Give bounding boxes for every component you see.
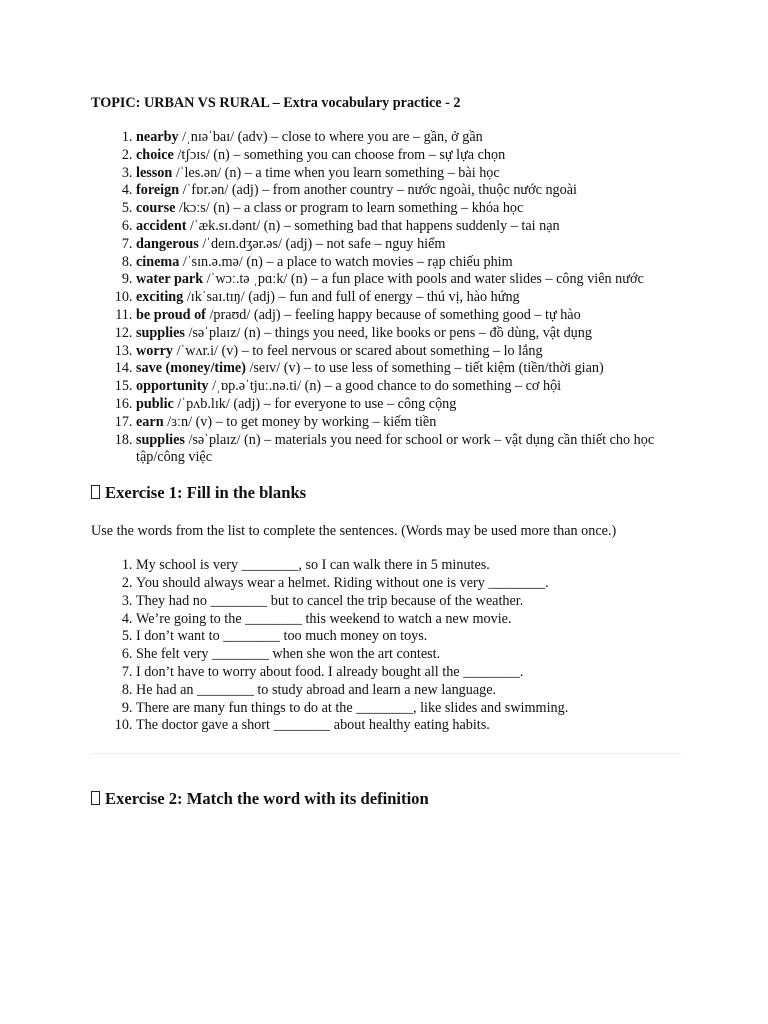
- vocab-item: [136, 147, 681, 165]
- exercise-1-sentence: 5. I don’t want to ________ too much money on toys.: [136, 628, 681, 646]
- vocab-definition: /ˈsɪn.ə.mə/ (n) – a place to watch movies – rạp chiếu phim: [179, 253, 513, 270]
- vocab-definition: /ɪkˈsaɪ.tɪŋ/ (adj) – fun and full of energy – thú vị, hào hứng: [183, 289, 520, 306]
- vocab-item: [136, 307, 681, 325]
- vocab-definition: /kɔːs/ (n) – a class or program to learn something – khóa học: [175, 200, 524, 217]
- missing-glyph-icon: [91, 791, 100, 805]
- exercise-1-title: Exercise 1: Fill in the blanks: [105, 483, 307, 503]
- vocab-definition: /ɜːn/ (v) – to get money by working – kiếm tiền: [163, 413, 437, 430]
- vocab-word: nearby: [136, 129, 179, 145]
- vocab-item: [136, 129, 681, 147]
- exercise-1-sentence: 1. My school is very ________, so I can walk there in 5 minutes.: [136, 557, 681, 575]
- vocab-item: [136, 289, 681, 307]
- vocab-definition: /ˈfɒr.ən/ (adj) – from another country – nước ngoài, thuộc nước ngoài: [179, 182, 577, 199]
- vocab-definition: /ˈwɔː.tə ˌpɑːk/ (n) – a fun place with pools and water slides – công viên nước: [203, 271, 644, 288]
- vocab-item: [136, 343, 681, 361]
- vocab-item: [136, 271, 681, 289]
- exercise-1-sentence: 2. You should always wear a helmet. Riding without one is very ________.: [136, 575, 681, 593]
- vocab-word: be proud of: [136, 306, 206, 323]
- exercise-1-sentence: 10. The doctor gave a short ________ about healthy eating habits.: [136, 717, 681, 735]
- exercise-1-sentence: 6. She felt very ________ when she won the art contest.: [136, 646, 681, 664]
- vocab-word: save (money/time): [136, 360, 246, 377]
- section-divider: [91, 753, 681, 754]
- vocab-item: [136, 182, 681, 200]
- vocab-item: [136, 254, 681, 272]
- vocabulary-list: [91, 129, 681, 467]
- vocab-word: accident: [136, 217, 187, 234]
- vocab-item: [136, 378, 681, 396]
- exercise-1-sentence: 4. We’re going to the ________ this weekend to watch a new movie.: [136, 611, 681, 629]
- vocab-word: course: [136, 200, 176, 217]
- vocab-item: [136, 396, 681, 414]
- vocab-definition: /ˈles.ən/ (n) – a time when you learn something – bài học: [172, 164, 500, 181]
- exercise-1-instructions: Use the words from the list to complete the sentences. (Words may be used more than once.): [91, 523, 617, 540]
- vocab-word: worry: [136, 342, 174, 359]
- vocab-word: supplies: [136, 324, 185, 341]
- vocab-definition: /səˈplaɪz/ (n) – things you need, like books or pens – đồ dùng, vật dụng: [184, 324, 592, 341]
- vocab-item: [136, 200, 681, 218]
- exercise-2-heading: [91, 789, 681, 809]
- vocab-definition: /praʊd/ (adj) – feeling happy because of something good – tự hào: [205, 306, 581, 323]
- vocab-item: [136, 414, 681, 432]
- vocab-item: [136, 165, 681, 183]
- exercise-1-heading: [91, 483, 681, 503]
- exercise-1-sentence-list: [91, 557, 681, 735]
- vocab-word: dangerous: [136, 235, 199, 252]
- exercise-2-title: Exercise 2: Match the word with its definition: [105, 789, 429, 809]
- page-title: TOPIC: URBAN VS RURAL – Extra vocabulary practice - 2: [91, 95, 461, 111]
- vocab-definition: /seɪv/ (v) – to use less of something – tiết kiệm (tiền/thời gian): [245, 360, 604, 377]
- vocab-word: lesson: [136, 164, 173, 181]
- vocab-word: exciting: [136, 289, 184, 306]
- vocab-item: [136, 236, 681, 254]
- vocab-definition: /ˈæk.sɪ.dənt/ (n) – something bad that happens suddenly – tai nạn: [186, 217, 560, 234]
- worksheet-page: [91, 94, 681, 809]
- vocab-definition: /tʃɔɪs/ (n) – something you can choose from – sự lựa chọn: [173, 146, 506, 163]
- exercise-1-sentence: 7. I don’t have to worry about food. I already bought all the ________.: [136, 664, 681, 682]
- vocab-item: [136, 432, 681, 468]
- vocab-word: water park: [136, 271, 204, 288]
- vocab-word: earn: [136, 413, 164, 430]
- exercise-1-sentence: 3. They had no ________ but to cancel the trip because of the weather.: [136, 593, 681, 611]
- exercise-1-sentence: 8. He had an ________ to study abroad and learn a new language.: [136, 682, 681, 700]
- vocab-word: supplies: [136, 431, 185, 448]
- vocab-word: choice: [136, 146, 174, 163]
- vocab-item: [136, 325, 681, 343]
- vocab-definition: /ˈpʌb.lɪk/ (adj) – for everyone to use – công cộng: [173, 395, 457, 412]
- vocab-definition: /ˈdeɪn.dʒər.əs/ (adj) – not safe – nguy hiểm: [198, 235, 446, 252]
- exercise-1-sentence: 9. There are many fun things to do at the ________, like slides and swimming.: [136, 700, 681, 718]
- vocab-word: public: [136, 395, 174, 412]
- missing-glyph-icon: [91, 485, 100, 499]
- vocab-word: foreign: [136, 182, 180, 199]
- vocab-word: cinema: [136, 253, 180, 270]
- vocab-definition: /səˈplaɪz/ (n) – materials you need for school or work – vật dụng cần thiết cho học tập/công việc: [136, 431, 655, 466]
- vocab-item: [136, 360, 681, 378]
- vocab-item: [136, 218, 681, 236]
- vocab-definition: /ˈwʌr.i/ (v) – to feel nervous or scared about something – lo lắng: [173, 342, 543, 359]
- vocab-definition: /ˌnɪəˈbaɪ/ (adv) – close to where you are – gần, ở gần: [178, 129, 483, 145]
- vocab-definition: /ˌɒp.əˈtjuː.nə.ti/ (n) – a good chance to do something – cơ hội: [208, 378, 562, 395]
- vocab-word: opportunity: [136, 378, 209, 395]
